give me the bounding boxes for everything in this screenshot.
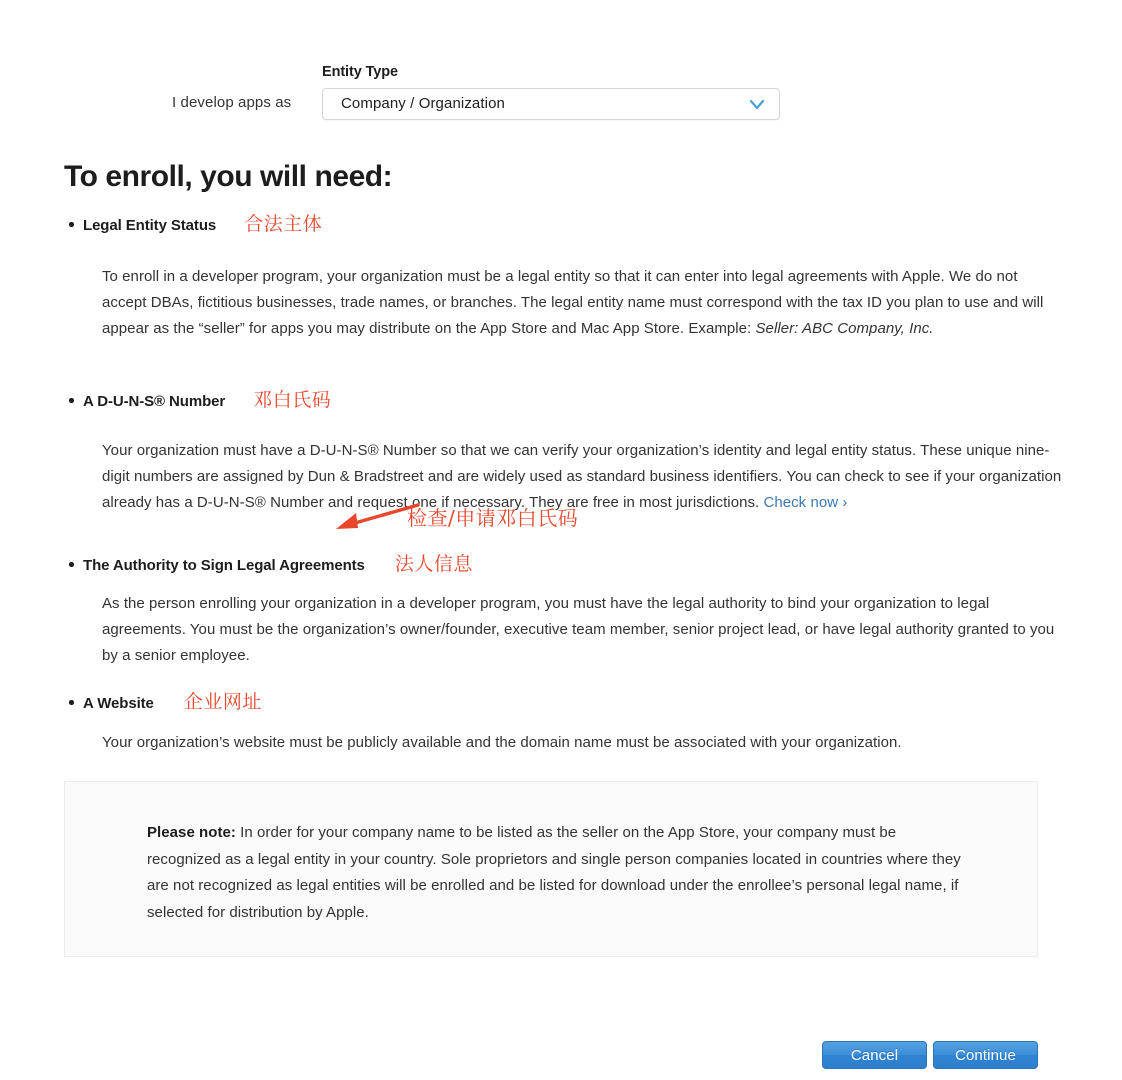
page-title: To enroll, you will need:	[64, 160, 393, 193]
chevron-down-icon	[749, 98, 765, 112]
please-note-text	[147, 820, 967, 926]
requirement-title: The Authority to Sign Legal Agreements	[83, 557, 365, 574]
bullet-icon	[69, 222, 74, 227]
bullet-icon	[69, 562, 74, 567]
continue-button[interactable]: Continue	[933, 1041, 1038, 1069]
entity-type-select[interactable]	[322, 88, 780, 120]
entity-type-row	[0, 30, 1122, 112]
requirement-annotation: 邓白氏码	[253, 389, 332, 411]
requirement-heading	[64, 214, 1054, 236]
requirement-heading	[64, 554, 1054, 576]
requirement-body	[102, 264, 1062, 343]
bullet-icon	[69, 398, 74, 403]
please-note-label: Please note:	[147, 824, 236, 841]
requirement-annotation: 法人信息	[394, 553, 473, 575]
annotation-check-duns-text: 检查/申请邓白氏码	[407, 506, 579, 530]
requirement-body: Your organization’s website must be publicly available and the domain name must be associated with your organization.	[102, 734, 902, 751]
requirement-annotation: 合法主体	[244, 213, 323, 235]
develop-apps-as-label: I develop apps as	[172, 94, 292, 111]
please-note-box	[64, 781, 1038, 957]
check-now-link[interactable]: Check now ›	[763, 494, 848, 512]
requirement-title: A D-U-N-S® Number	[83, 393, 226, 410]
entity-type-label: Entity Type	[322, 64, 398, 80]
requirement-heading	[64, 692, 1054, 714]
entity-type-selected-value: Company / Organization	[341, 95, 505, 112]
requirement-legal-entity-status	[64, 213, 1054, 338]
please-note-body: In order for your company name to be listed as the seller on the App Store, your company must be recognized as a legal entity in your country. Sole proprietors and single person companies located in countries where they are not recognized as legal entities will be enrolled and be listed for download under the enrollee’s personal legal name, if selected for distribution by Apple.	[147, 824, 961, 921]
requirement-title: A Website	[83, 695, 154, 712]
bullet-icon	[69, 700, 74, 705]
requirement-body-text: Your organization must have a D-U-N-S® Number so that we can verify your organization’s identity and legal entity status. These unique nine-digit numbers are assigned by Dun & Bradstreet and are widely used as standard business identifiers. You can check to see if your organization already has a D-U-N-S® Number and request one if necessary. They are free in most jurisdictions.	[102, 442, 1062, 512]
requirement-duns-number	[64, 389, 1062, 512]
requirement-heading	[64, 390, 1054, 412]
requirement-body	[102, 438, 1067, 517]
requirement-website	[64, 691, 1054, 751]
requirement-title: Legal Entity Status	[83, 217, 217, 234]
requirement-authority-to-sign	[64, 553, 1055, 665]
requirement-annotation: 企业网址	[183, 691, 262, 713]
requirement-body-text: To enroll in a developer program, your organization must be a legal entity so that it can enter into legal agreements with Apple. We do not accept DBAs, fictitious businesses, trade names, or branches. The legal entity name must correspond with the tax ID you plan to use and will appear as the “seller” for apps you may distribute on the App Store and Mac App Store. Example:	[102, 268, 1044, 338]
cancel-button[interactable]: Cancel	[822, 1041, 927, 1069]
requirement-body-example: Seller: ABC Company, Inc.	[755, 320, 934, 338]
requirement-body: As the person enrolling your organization in a developer program, you must have the legal authority to bind your organization to legal agreements. You must be the organization’s owner/founder, executive team member, senior project lead, or have legal authority granted to you by a senior employee.	[102, 595, 1055, 665]
